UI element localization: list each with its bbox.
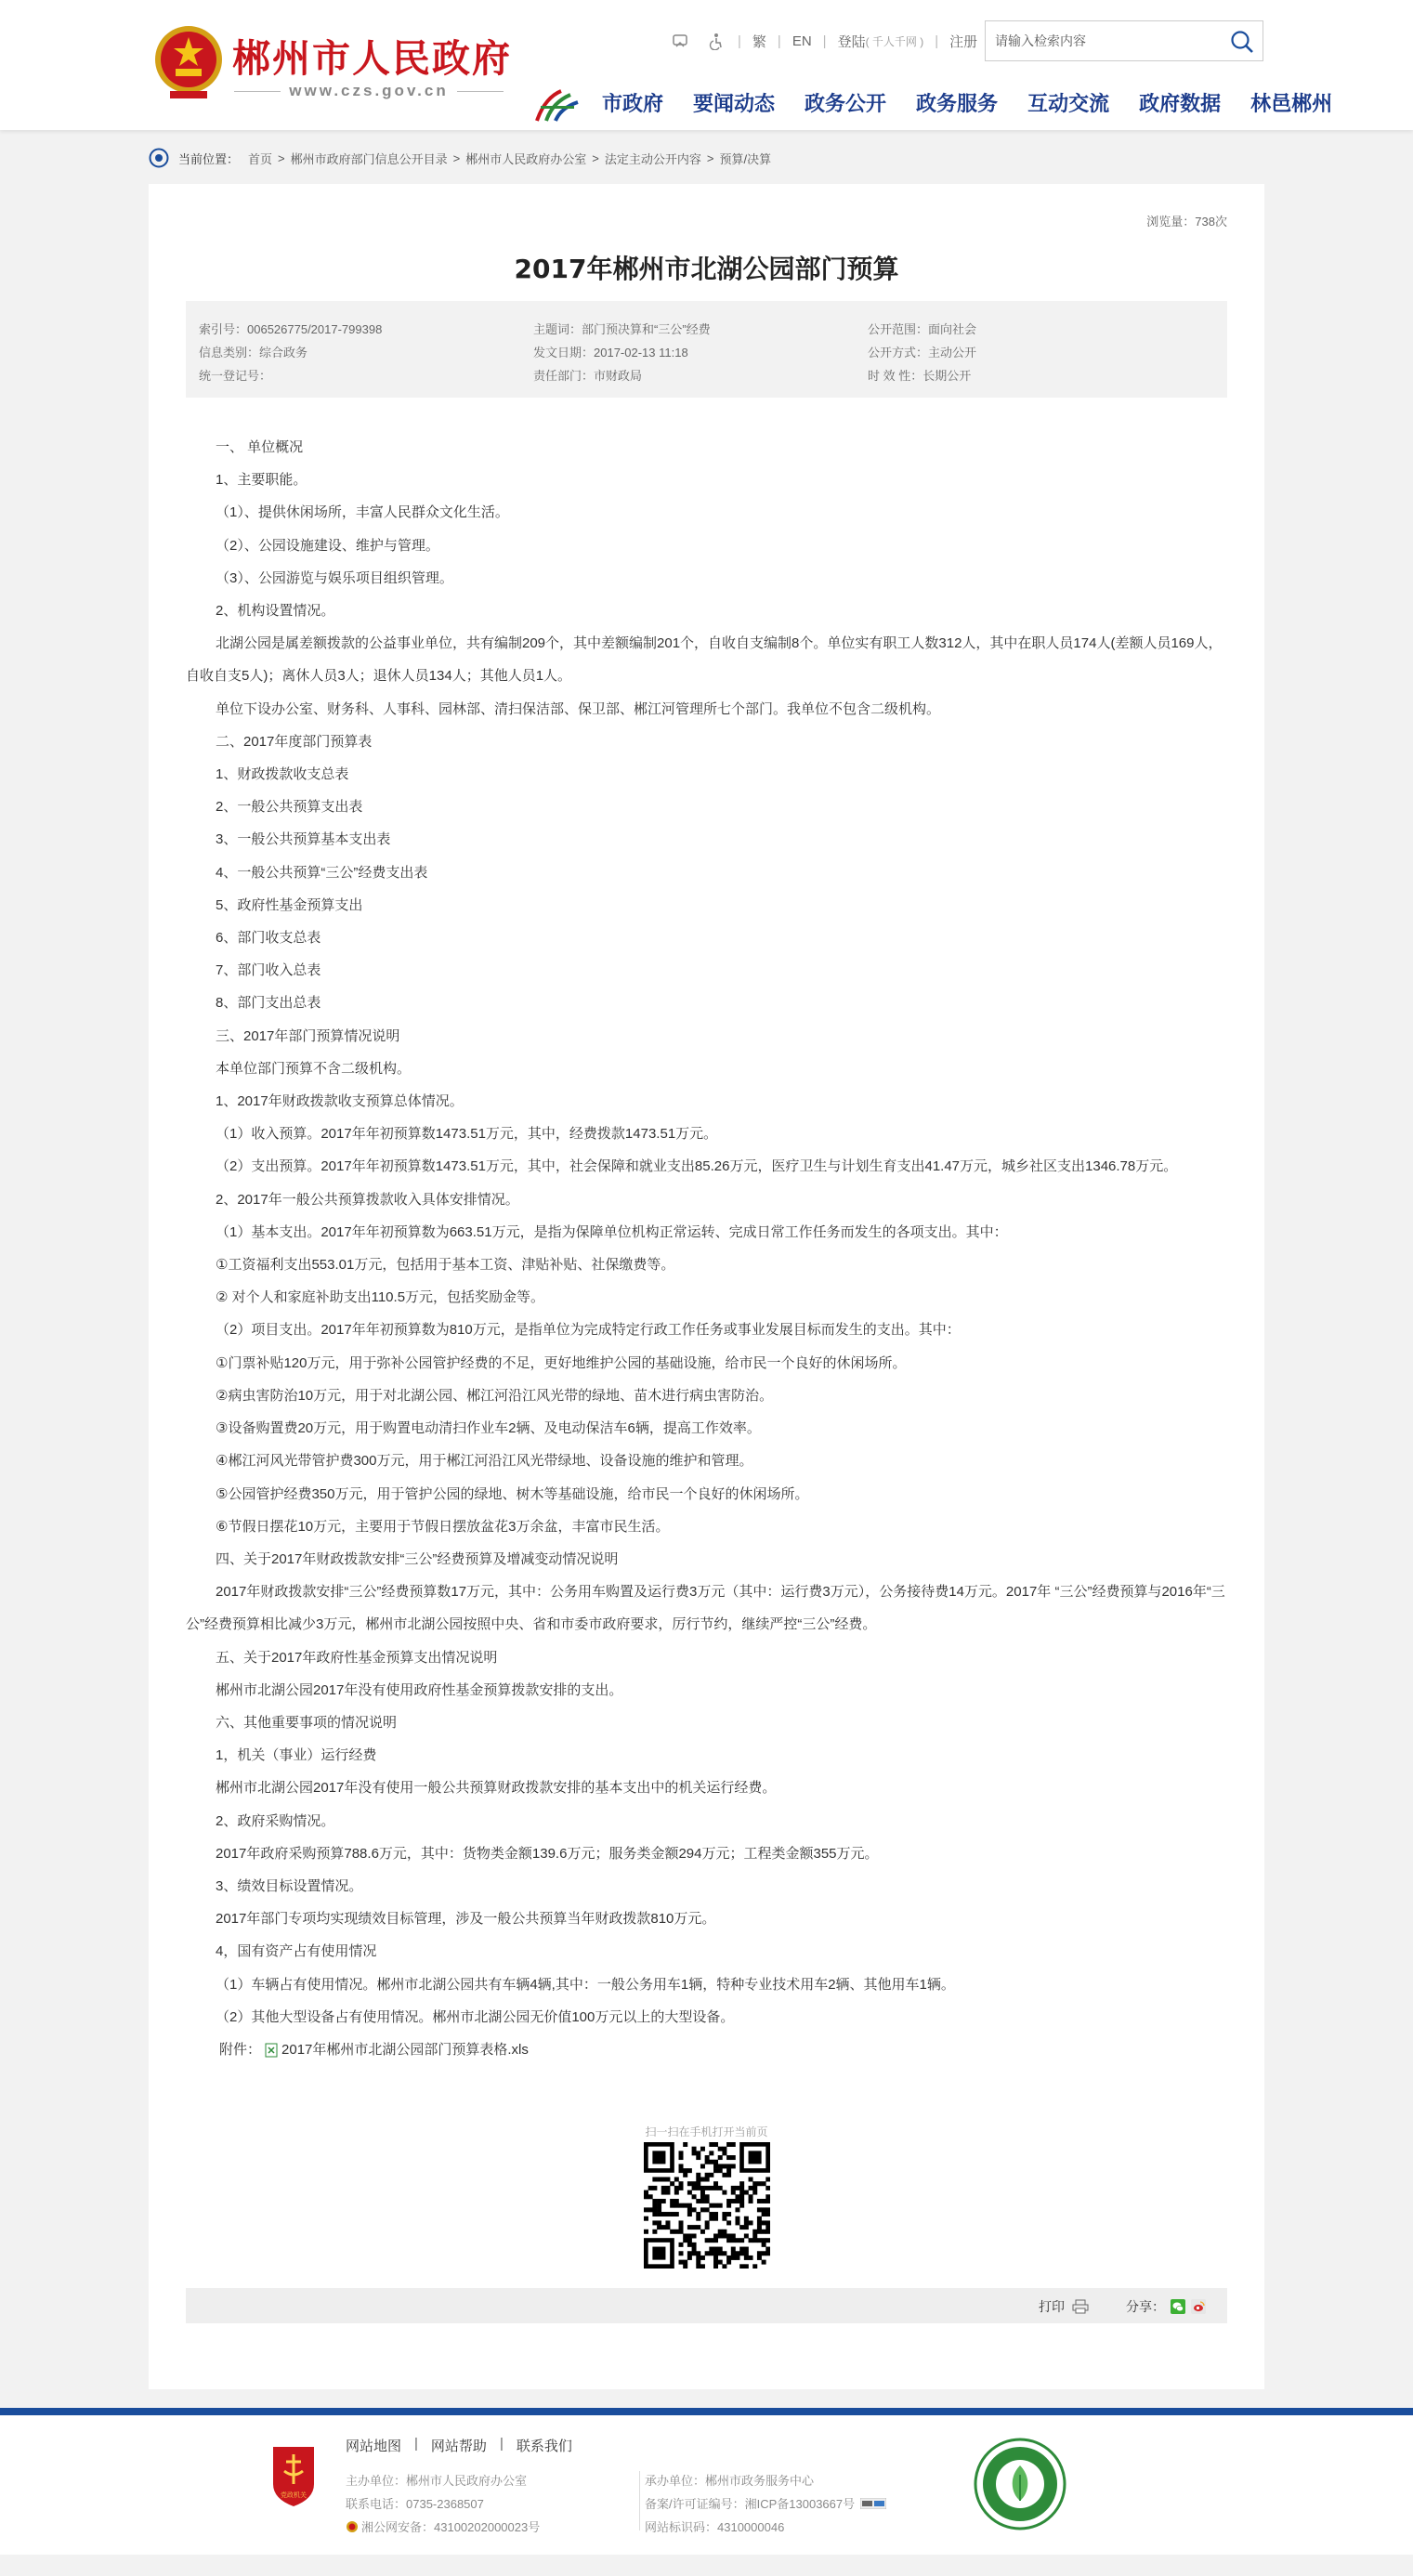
article-paragraph: 1、2017年财政拨款收支预算总体情况。 — [216, 1093, 464, 1110]
nav-item-services[interactable]: 政务服务 — [916, 93, 999, 116]
page-title: 2017年郴州市北湖公园部门预算 — [514, 254, 899, 284]
article-paragraph: 1，机关（事业）运行经费 — [216, 1747, 377, 1764]
article-paragraph: 4、一般公共预算“三公”经费支出表 — [216, 864, 428, 881]
article-paragraph: 2、2017年一般公共预算拨款收入具体安排情况。 — [216, 1191, 519, 1208]
meta-unified-no: 统一登记号： — [199, 369, 272, 383]
help-link[interactable]: 网站帮助 — [430, 2439, 487, 2454]
party-badge-text: 党政机关 — [281, 2491, 307, 2499]
footer-phone: 联系电话：0735-2368507 — [346, 2497, 484, 2511]
breadcrumb-budget[interactable]: 预算/决算 — [719, 151, 772, 166]
nav-item-government[interactable]: 市政府 — [602, 93, 664, 116]
attachment-link[interactable]: 2017年郴州市北湖公园部门预算表格.xls — [281, 2041, 529, 2058]
article-paragraph: 2017年部门专项均实现绩效目标管理，涉及一般公共预算当年财政拨款810万元。 — [216, 1911, 716, 1928]
national-emblem-icon — [151, 20, 226, 104]
article-paragraph: 四、关于2017年财政拨款安排“三公”经费预算及增减变动情况说明 — [216, 1550, 619, 1567]
article-paragraph: 郴州市北湖公园2017年没有使用一般公共预算财政拨款安排的基本支出中的机关运行经费。 — [216, 1780, 777, 1797]
traditional-chinese-link[interactable]: 繁 — [752, 33, 766, 50]
footer-host: 主办单位：郴州市人民政府办公室 — [346, 2474, 528, 2488]
footer-organizer: 承办单位：郴州市政务服务中心 — [645, 2474, 815, 2488]
article-paragraph: （1）、提供休闲场所，丰富人民群众文化生活。 — [216, 504, 509, 521]
article-paragraph: （1）车辆占有使用情况。郴州市北湖公园共有车辆4辆,其中：一般公务用车1辆，特种专业技术用车2辆、其他用车1辆。 — [216, 1976, 955, 1993]
wechat-share-icon[interactable] — [1171, 2299, 1185, 2314]
nav-item-news[interactable]: 要闻动态 — [693, 93, 776, 116]
article-paragraph: 2、政府采购情况。 — [216, 1812, 335, 1829]
article-paragraph: ①工资福利支出553.01万元，包括用于基本工资、津贴补贴、社保缴费等。 — [216, 1257, 675, 1274]
article-paragraph: 二、2017年度部门预算表 — [216, 733, 373, 750]
article-paragraph: 4，国有资产占有使用情况 — [216, 1943, 377, 1960]
article-paragraph: 郴州市北湖公园2017年没有使用政府性基金预算拨款安排的支出。 — [216, 1681, 623, 1698]
article-paragraph: 2、机构设置情况。 — [216, 603, 335, 620]
article-paragraph: （2）项目支出。2017年年初预算数为810万元，是指单位为完成特定行政工作任务或事业发展目标而发生的支出。其中： — [216, 1322, 961, 1339]
accessibility-icon[interactable] — [671, 32, 689, 50]
print-label: 打印 — [1039, 2299, 1065, 2314]
article-paragraph: 一、 单位概况 — [216, 439, 304, 455]
breadcrumb-home[interactable]: 首页 — [248, 151, 273, 166]
nav-item-data[interactable]: 政府数据 — [1139, 93, 1222, 116]
share-label: 分享： — [1126, 2299, 1165, 2314]
footer-divider — [639, 2471, 640, 2530]
article-paragraph: ⑥节假日摆花10万元，主要用于节假日摆放盆花3万余盆，丰富市民生活。 — [216, 1518, 670, 1535]
meta-dept: 责任部门：市财政局 — [533, 369, 643, 383]
article-paragraph: 三、2017年部门预算情况说明 — [216, 1027, 400, 1044]
footer-site-code: 网站标识码：4310000046 — [645, 2520, 785, 2534]
party-government-badge-icon[interactable] — [268, 2443, 320, 2508]
article-paragraph: （2）其他大型设备占有使用情况。郴州市北湖公园无价值100万元以上的大型设备。 — [216, 2008, 735, 2025]
share-bar — [186, 2288, 1227, 2323]
meta-date: 发文日期：2017-02-13 11:18 — [533, 346, 688, 360]
article-paragraph: （2）支出预算。2017年年初预算数1473.51万元，其中，社会保障和就业支出85.26万元，医疗卫生与计划生育支出41.47万元，城乡社区支出1346.78万元。 — [216, 1158, 1178, 1175]
breadcrumb-statutory[interactable]: 法定主动公开内容 — [604, 151, 701, 166]
article-paragraph: ② 对个人和家庭补助支出110.5万元，包括奖励金等。 — [216, 1289, 545, 1306]
login-note: ( 千人千网 ) — [865, 34, 924, 48]
search-icon[interactable] — [1229, 29, 1255, 55]
meta-category: 信息类别：综合政务 — [199, 346, 308, 360]
excel-file-icon — [265, 2043, 278, 2058]
view-count: 浏览量：738次 — [1146, 215, 1227, 229]
breadcrumb-label: 当前位置： — [178, 151, 240, 166]
metadata-panel — [186, 301, 1227, 398]
city-logo-icon — [533, 85, 582, 124]
article-paragraph: 2、一般公共预算支出表 — [216, 799, 363, 816]
article-paragraph: ⑤公园管护经费350万元，用于管护公园的绿地、树木等基础设施，给市民一个良好的休闲场所。 — [216, 1485, 809, 1502]
article-paragraph: 2017年政府采购预算788.6万元，其中：货物类金额139.6万元；服务类金额294万元；工程类金额355万元。 — [216, 1845, 879, 1862]
article-paragraph: ②病虫害防治10万元，用于对北湖公园、郴江河沿江风光带的绿地、苗木进行病虫害防治。 — [216, 1387, 774, 1404]
article-paragraph: 6、部门收支总表 — [216, 930, 321, 947]
footer-links: 网站地图 | 网站帮助 | 联系我们 — [346, 2436, 572, 2454]
main-nav — [602, 88, 1332, 117]
elderly-mode-icon[interactable] — [708, 32, 726, 50]
meta-index-no: 索引号：006526775/2017-799398 — [199, 322, 383, 336]
footer-icp[interactable] — [645, 2494, 886, 2512]
article-card — [149, 184, 1264, 2389]
article-body — [186, 431, 1227, 2066]
article-paragraph: ①门票补贴120万元，用于弥补公园管护经费的不足，更好地维护公园的基础设施，给市民一个良好的休闲场所。 — [216, 1354, 907, 1371]
search-box — [985, 20, 1263, 61]
article-paragraph: 五、关于2017年政府性基金预算支出情况说明 — [216, 1649, 498, 1666]
police-badge-icon — [346, 2520, 359, 2533]
search-input[interactable] — [995, 29, 1209, 53]
site-title[interactable]: 郴州市人民政府 — [232, 36, 512, 81]
article-paragraph: 3、一般公共预算基本支出表 — [216, 831, 391, 848]
footer-accent-bar — [0, 2408, 1413, 2415]
meta-scope: 公开范围：面向社会 — [868, 322, 977, 336]
weibo-share-icon[interactable] — [1191, 2299, 1206, 2314]
breadcrumb-directory[interactable]: 郴州市政府部门信息公开目录 — [290, 151, 448, 166]
meta-subject: 主题词：部门预决算和“三公”经费 — [533, 322, 711, 336]
site-footer — [0, 2415, 1413, 2555]
qr-caption: 扫一扫在手机打开当前页 — [645, 2125, 768, 2138]
article-paragraph: 1、主要职能。 — [216, 472, 307, 489]
article-paragraph: 2017年财政拨款安排“三公”经费预算数17万元，其中：公务用车购置及运行费3万元（其中：运行费3万元），公务接待费14万元。2017年 “三公”经费预算与2016年“三公”经费预算相比减少3万元，郴州市北湖公园按照中央、省和市委市政府要求，厉行节约，继续严控“三公”经费。 — [186, 1584, 1225, 1633]
share-group — [1126, 2297, 1206, 2316]
article-paragraph: 3、绩效目标设置情况。 — [216, 1877, 363, 1894]
article-paragraph: （2）、公园设施建设、维护与管理。 — [216, 537, 439, 554]
footer-police-record[interactable] — [346, 2517, 540, 2535]
nav-item-interaction[interactable]: 互动交流 — [1027, 93, 1110, 116]
nav-item-openness[interactable]: 政务公开 — [805, 93, 887, 116]
top-links: | 繁 | EN | 登陆 ( 千人千网 ) | 注册 — [671, 30, 977, 52]
article-paragraph: 5、政府性基金预算支出 — [216, 896, 363, 913]
attachment-row — [186, 2033, 1227, 2066]
register-link[interactable]: 注册 — [949, 33, 978, 50]
meta-method: 公开方式：主动公开 — [868, 346, 977, 360]
qr-code-icon — [644, 2142, 770, 2269]
login-link[interactable]: 登陆 — [837, 33, 866, 50]
article-paragraph: 六、其他重要事项的情况说明 — [216, 1714, 398, 1731]
article-paragraph: ③设备购置费20万元，用于购置电动清扫作业车2辆、及电动保洁车6辆，提高工作效率。 — [216, 1420, 761, 1437]
article-paragraph: 本单位部门预算不含二级机构。 — [216, 1060, 412, 1077]
print-button[interactable] — [1039, 2297, 1089, 2316]
english-link[interactable]: EN — [792, 33, 812, 49]
meta-validity: 时 效 性：长期公开 — [868, 369, 972, 383]
nav-item-linyi[interactable]: 林邑郴州 — [1250, 93, 1333, 116]
location-icon — [149, 148, 169, 168]
article-paragraph: （3）、公园游览与娱乐项目组织管理。 — [216, 569, 453, 586]
article-paragraph: 北湖公园是属差额拨款的公益事业单位，共有编制209个，其中差额编制201个，自收自支编制8个。单位实有职工人数312人，其中在职人员174人(差额人员169人，自收自支5人)；离休人员3人；退休人员134人；其他人员1人。 — [186, 635, 1223, 685]
article-paragraph: 8、部门支出总表 — [216, 995, 321, 1012]
site-url: www.czs.gov.cn — [234, 82, 504, 100]
sitemap-link[interactable]: 网站地图 — [346, 2439, 402, 2454]
icp-text: 备案/许可证编号：湘ICP备13003667号 — [645, 2497, 856, 2511]
article-paragraph: （1）基本支出。2017年年初预算数为663.51万元，是指为保障单位机构正常运转、完成日常工作任务而发生的各项支出。其中： — [216, 1223, 1008, 1240]
article-paragraph: ④郴江河风光带管护费300万元，用于郴江河沿江风光带绿地、设备设施的维护和管理。 — [216, 1453, 753, 1470]
civilized-unit-badge-icon[interactable] — [974, 2438, 1066, 2530]
contact-link[interactable]: 联系我们 — [516, 2439, 572, 2454]
article-paragraph: 1、财政拨款收支总表 — [216, 766, 349, 783]
cnzz-stat-icon — [860, 2498, 886, 2509]
article-paragraph: 7、部门收入总表 — [216, 962, 321, 979]
article-paragraph: （1）收入预算。2017年年初预算数1473.51万元，其中，经费拨款1473.51万元。 — [216, 1126, 718, 1143]
breadcrumb-office[interactable]: 郴州市人民政府办公室 — [465, 151, 587, 166]
police-record-text: 湘公网安备：43100202000023号 — [361, 2520, 541, 2534]
article-paragraph: 单位下设办公室、财务科、人事科、园林部、清扫保洁部、保卫部、郴江河管理所七个部门。我单位不包含二级机构。 — [216, 700, 941, 717]
site-header — [0, 0, 1413, 130]
printer-icon — [1072, 2299, 1089, 2314]
breadcrumb: 当前位置： 首页 > 郴州市政府部门信息公开目录 > 郴州市人民政府办公室 > 法定主动公开内容 > 预算/决算 — [149, 145, 771, 171]
attachment-label: 附件： — [219, 2041, 262, 2058]
